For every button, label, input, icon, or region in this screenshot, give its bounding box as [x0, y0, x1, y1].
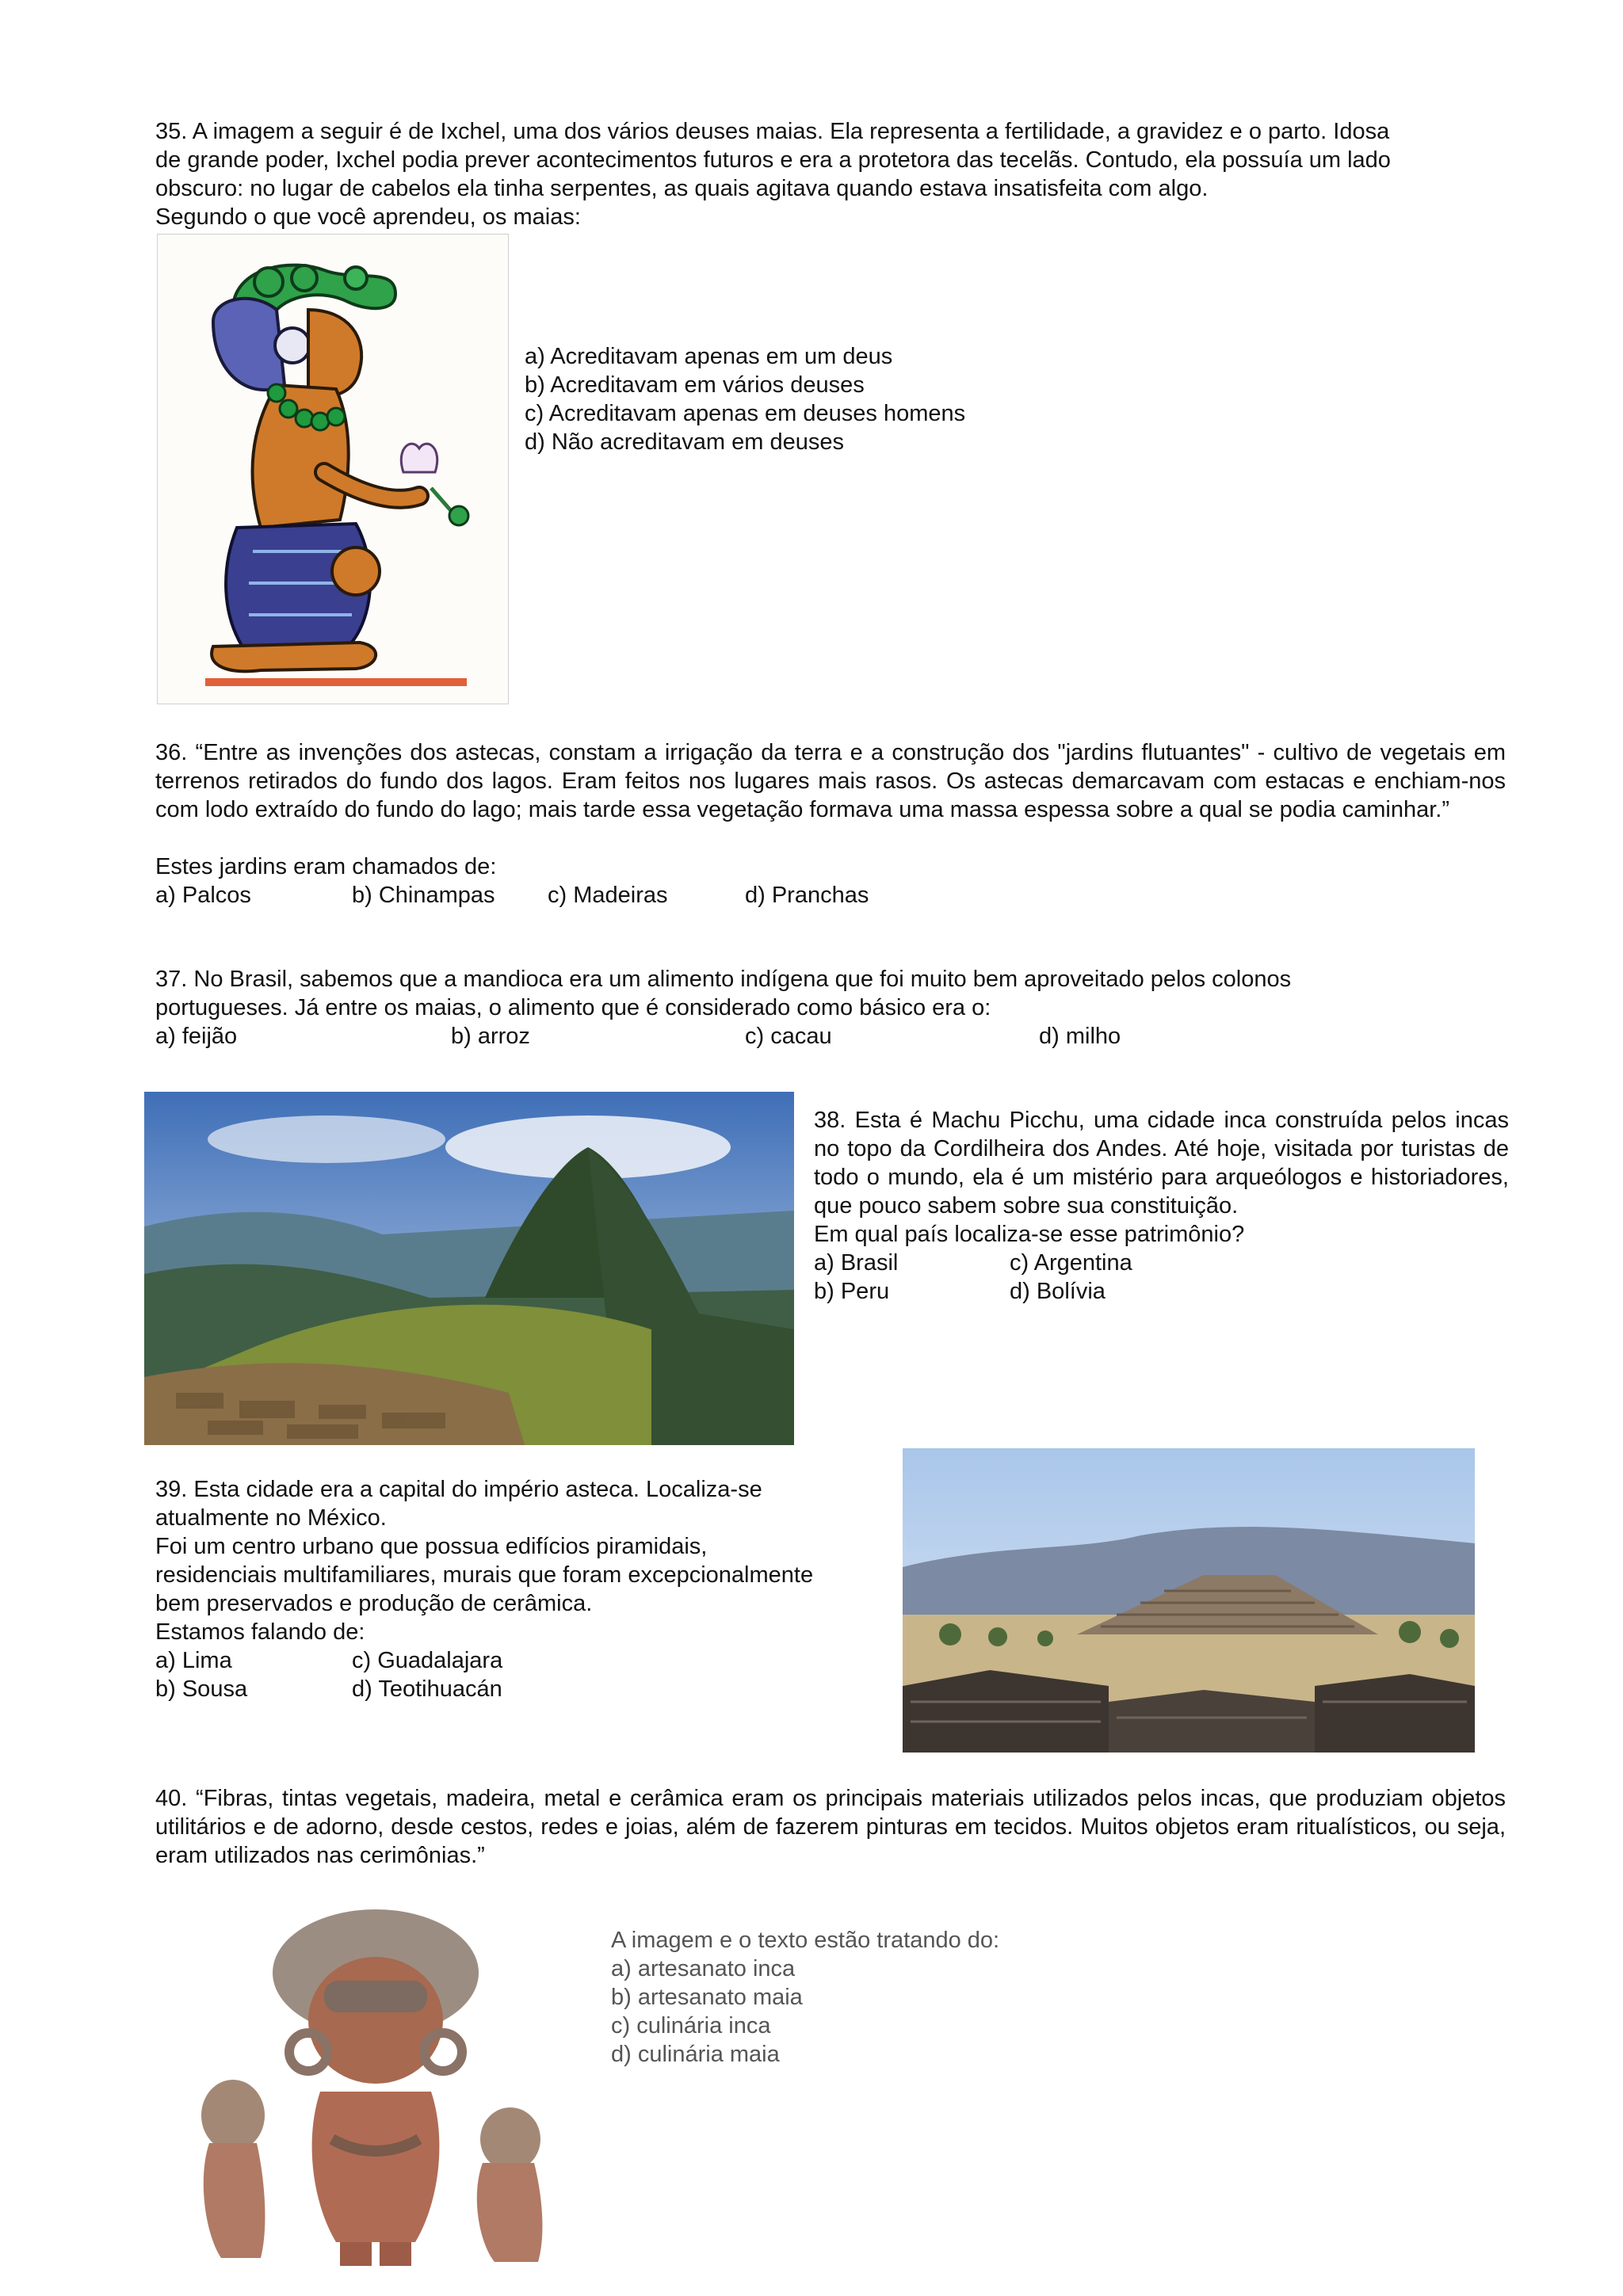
q38-prompt: Em qual país localiza-se esse patrimônio?: [814, 1222, 1245, 1247]
q35-option-c[interactable]: c) Acreditavam apenas em deuses homens: [525, 401, 966, 426]
q40-option-b[interactable]: b) artesanato maia: [611, 1985, 803, 2010]
q36-option-a[interactable]: a) Palcos: [155, 883, 251, 908]
teotihuacan-pyramid-image: [903, 1448, 1475, 1753]
q38-option-c[interactable]: c) Argentina: [1010, 1250, 1132, 1276]
q38-option-d[interactable]: d) Bolívia: [1010, 1279, 1106, 1304]
q39-line-5: bem preservados e produção de cerâmica.: [155, 1591, 593, 1616]
machu-picchu-image: [144, 1092, 794, 1445]
q35-line-1: 35. A imagem a seguir é de Ixchel, uma dos vários deuses maias. Ela representa a fertilidade, a gravidez e o parto. Idosa: [155, 119, 1390, 144]
q38-option-b[interactable]: b) Peru: [814, 1279, 890, 1304]
q37-option-d[interactable]: d) milho: [1039, 1024, 1121, 1049]
q37-option-c[interactable]: c) cacau: [745, 1024, 832, 1049]
q39-line-4: residenciais multifamiliares, murais que foram excepcionalmente: [155, 1562, 814, 1588]
q35-line-2: de grande poder, Ixchel podia prever acontecimentos futuros e era a protetora das tecelãs. Contudo, ela possuía um lado: [155, 147, 1391, 173]
q40-text: 40. “Fibras, tintas vegetais, madeira, metal e cerâmica eram os principais materiais utilizados pelos incas, que produziam objetos utilitários e de adorno, desde cestos, redes e joias, além de fazerem pinturas em tecidos. Muitos objetos eram ritualísticos, ou seja, eram utilizados nas cerimônias.”: [155, 1786, 1506, 1868]
q39-option-d[interactable]: d) Teotihuacán: [352, 1676, 502, 1702]
q36-option-d[interactable]: d) Pranchas: [745, 883, 869, 908]
q39-option-a[interactable]: a) Lima: [155, 1648, 232, 1673]
q35-line-3: obscuro: no lugar de cabelos ela tinha serpentes, as quais agitava quando estava insatisfeita com algo.: [155, 176, 1209, 201]
q37-option-b[interactable]: b) arroz: [451, 1024, 530, 1049]
q39-line-1: 39. Esta cidade era a capital do império asteca. Localiza-se: [155, 1477, 762, 1502]
q40-prompt: A imagem e o texto estão tratando do:: [611, 1928, 1000, 1953]
q35-prompt: Segundo o que você aprendeu, os maias:: [155, 204, 581, 230]
q40-option-d[interactable]: d) culinária maia: [611, 2042, 780, 2067]
q35-option-b[interactable]: b) Acreditavam em vários deuses: [525, 372, 865, 398]
q39-option-c[interactable]: c) Guadalajara: [352, 1648, 503, 1673]
q40-option-a[interactable]: a) artesanato inca: [611, 1956, 796, 1981]
q38-option-a[interactable]: a) Brasil: [814, 1250, 899, 1276]
q37-text: [155, 965, 1503, 1022]
q37-option-a[interactable]: a) feijão: [155, 1024, 238, 1049]
q38-text: 38. Esta é Machu Picchu, uma cidade inca construída pelos incas no topo da Cordilheira dos Andes. Até hoje, visitada por turistas de todo o mundo, ela é um mistério para arqueólogos e historiadores, que pouco sabem sobre sua constituição.: [814, 1108, 1509, 1219]
q36-prompt: Estes jardins eram chamados de:: [155, 854, 497, 879]
q36-option-b[interactable]: b) Chinampas: [352, 883, 495, 908]
q39-option-b[interactable]: b) Sousa: [155, 1676, 248, 1702]
q37-line-2: portugueses. Já entre os maias, o alimento que é considerado como básico era o:: [155, 995, 991, 1020]
q39-text: [155, 1475, 869, 1646]
q35-option-d[interactable]: d) Não acreditavam em deuses: [525, 429, 844, 455]
q40-option-c[interactable]: c) culinária inca: [611, 2013, 771, 2039]
q39-line-3: Foi um centro urbano que possua edifícios piramidais,: [155, 1534, 708, 1559]
q37-line-1: 37. No Brasil, sabemos que a mandioca era um alimento indígena que foi muito bem aproveitado pelos colonos: [155, 967, 1292, 992]
q35-option-a[interactable]: a) Acreditavam apenas em um deus: [525, 344, 893, 369]
q39-line-2: atualmente no México.: [155, 1505, 387, 1531]
q36-text: 36. “Entre as invenções dos astecas, constam a irrigação da terra e a construção dos "jardins flutuantes" - cultivo de vegetais em terrenos retirados do fundo dos lagos. Eram feitos nos lugares mais rasos. Os astecas demarcavam com estacas e enchiam-nos com lodo extraído do fundo do lago; mais tarde essa vegetação formava uma massa espessa sobre a qual se podia caminhar.”: [155, 740, 1506, 822]
q36-option-c[interactable]: c) Madeiras: [548, 883, 668, 908]
q39-prompt: Estamos falando de:: [155, 1619, 365, 1645]
ceramic-figurines-image: [178, 1901, 574, 2274]
q35-text: [155, 117, 1477, 231]
ixchel-goddess-image: [157, 234, 509, 704]
